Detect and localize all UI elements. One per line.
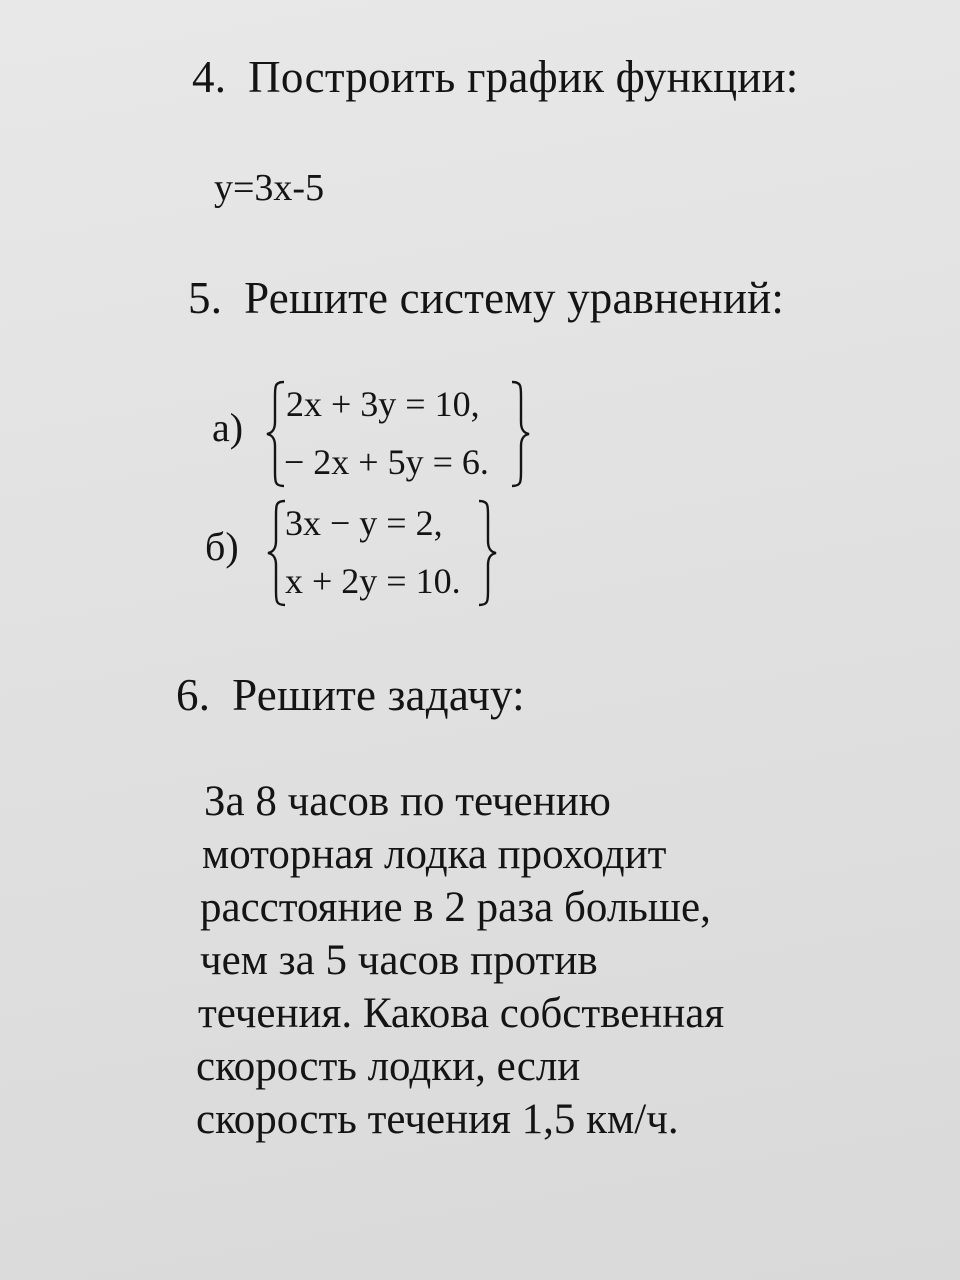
- task-5-heading: [188, 273, 785, 323]
- system-a-label: а): [212, 405, 244, 450]
- task-4-heading: [192, 52, 799, 102]
- task-6-title: Решите задачу:: [232, 670, 525, 720]
- task-6-heading: [176, 670, 525, 720]
- left-brace-icon: [264, 378, 286, 490]
- problem-line: моторная лодка проходит: [202, 831, 667, 878]
- problem-line: За 8 часов по течению: [204, 778, 611, 825]
- right-brace-icon: [477, 497, 499, 609]
- system-a: [212, 378, 552, 488]
- system-b: [205, 497, 525, 607]
- system-b-label: б): [205, 524, 239, 569]
- task-5-number: 5.: [188, 273, 223, 323]
- system-b-equation-1: 3x − y = 2,: [285, 503, 443, 543]
- problem-line: расстояние в 2 раза больше,: [200, 884, 711, 931]
- problem-line: чем за 5 часов против: [200, 937, 598, 984]
- problem-line: течения. Какова собственная: [198, 990, 725, 1037]
- task-6-number: 6.: [176, 670, 211, 720]
- system-a-equation-2: − 2x + 5y = 6.: [284, 442, 489, 482]
- task-4-title: Построить график функции:: [248, 52, 799, 102]
- system-b-equation-2: x + 2y = 10.: [285, 561, 461, 601]
- system-a-equation-1: 2x + 3y = 10,: [286, 384, 480, 424]
- problem-line: скорость течения 1,5 км/ч.: [196, 1096, 679, 1143]
- task-5-title: Решите систему уравнений:: [244, 273, 785, 323]
- task-6-problem-text: [196, 775, 816, 1146]
- right-brace-icon: [510, 378, 532, 490]
- task-4-number: 4.: [192, 52, 227, 102]
- left-brace-icon: [265, 497, 287, 609]
- task-4-function: y=3x-5: [214, 167, 325, 209]
- problem-line: скорость лодки, если: [196, 1043, 581, 1090]
